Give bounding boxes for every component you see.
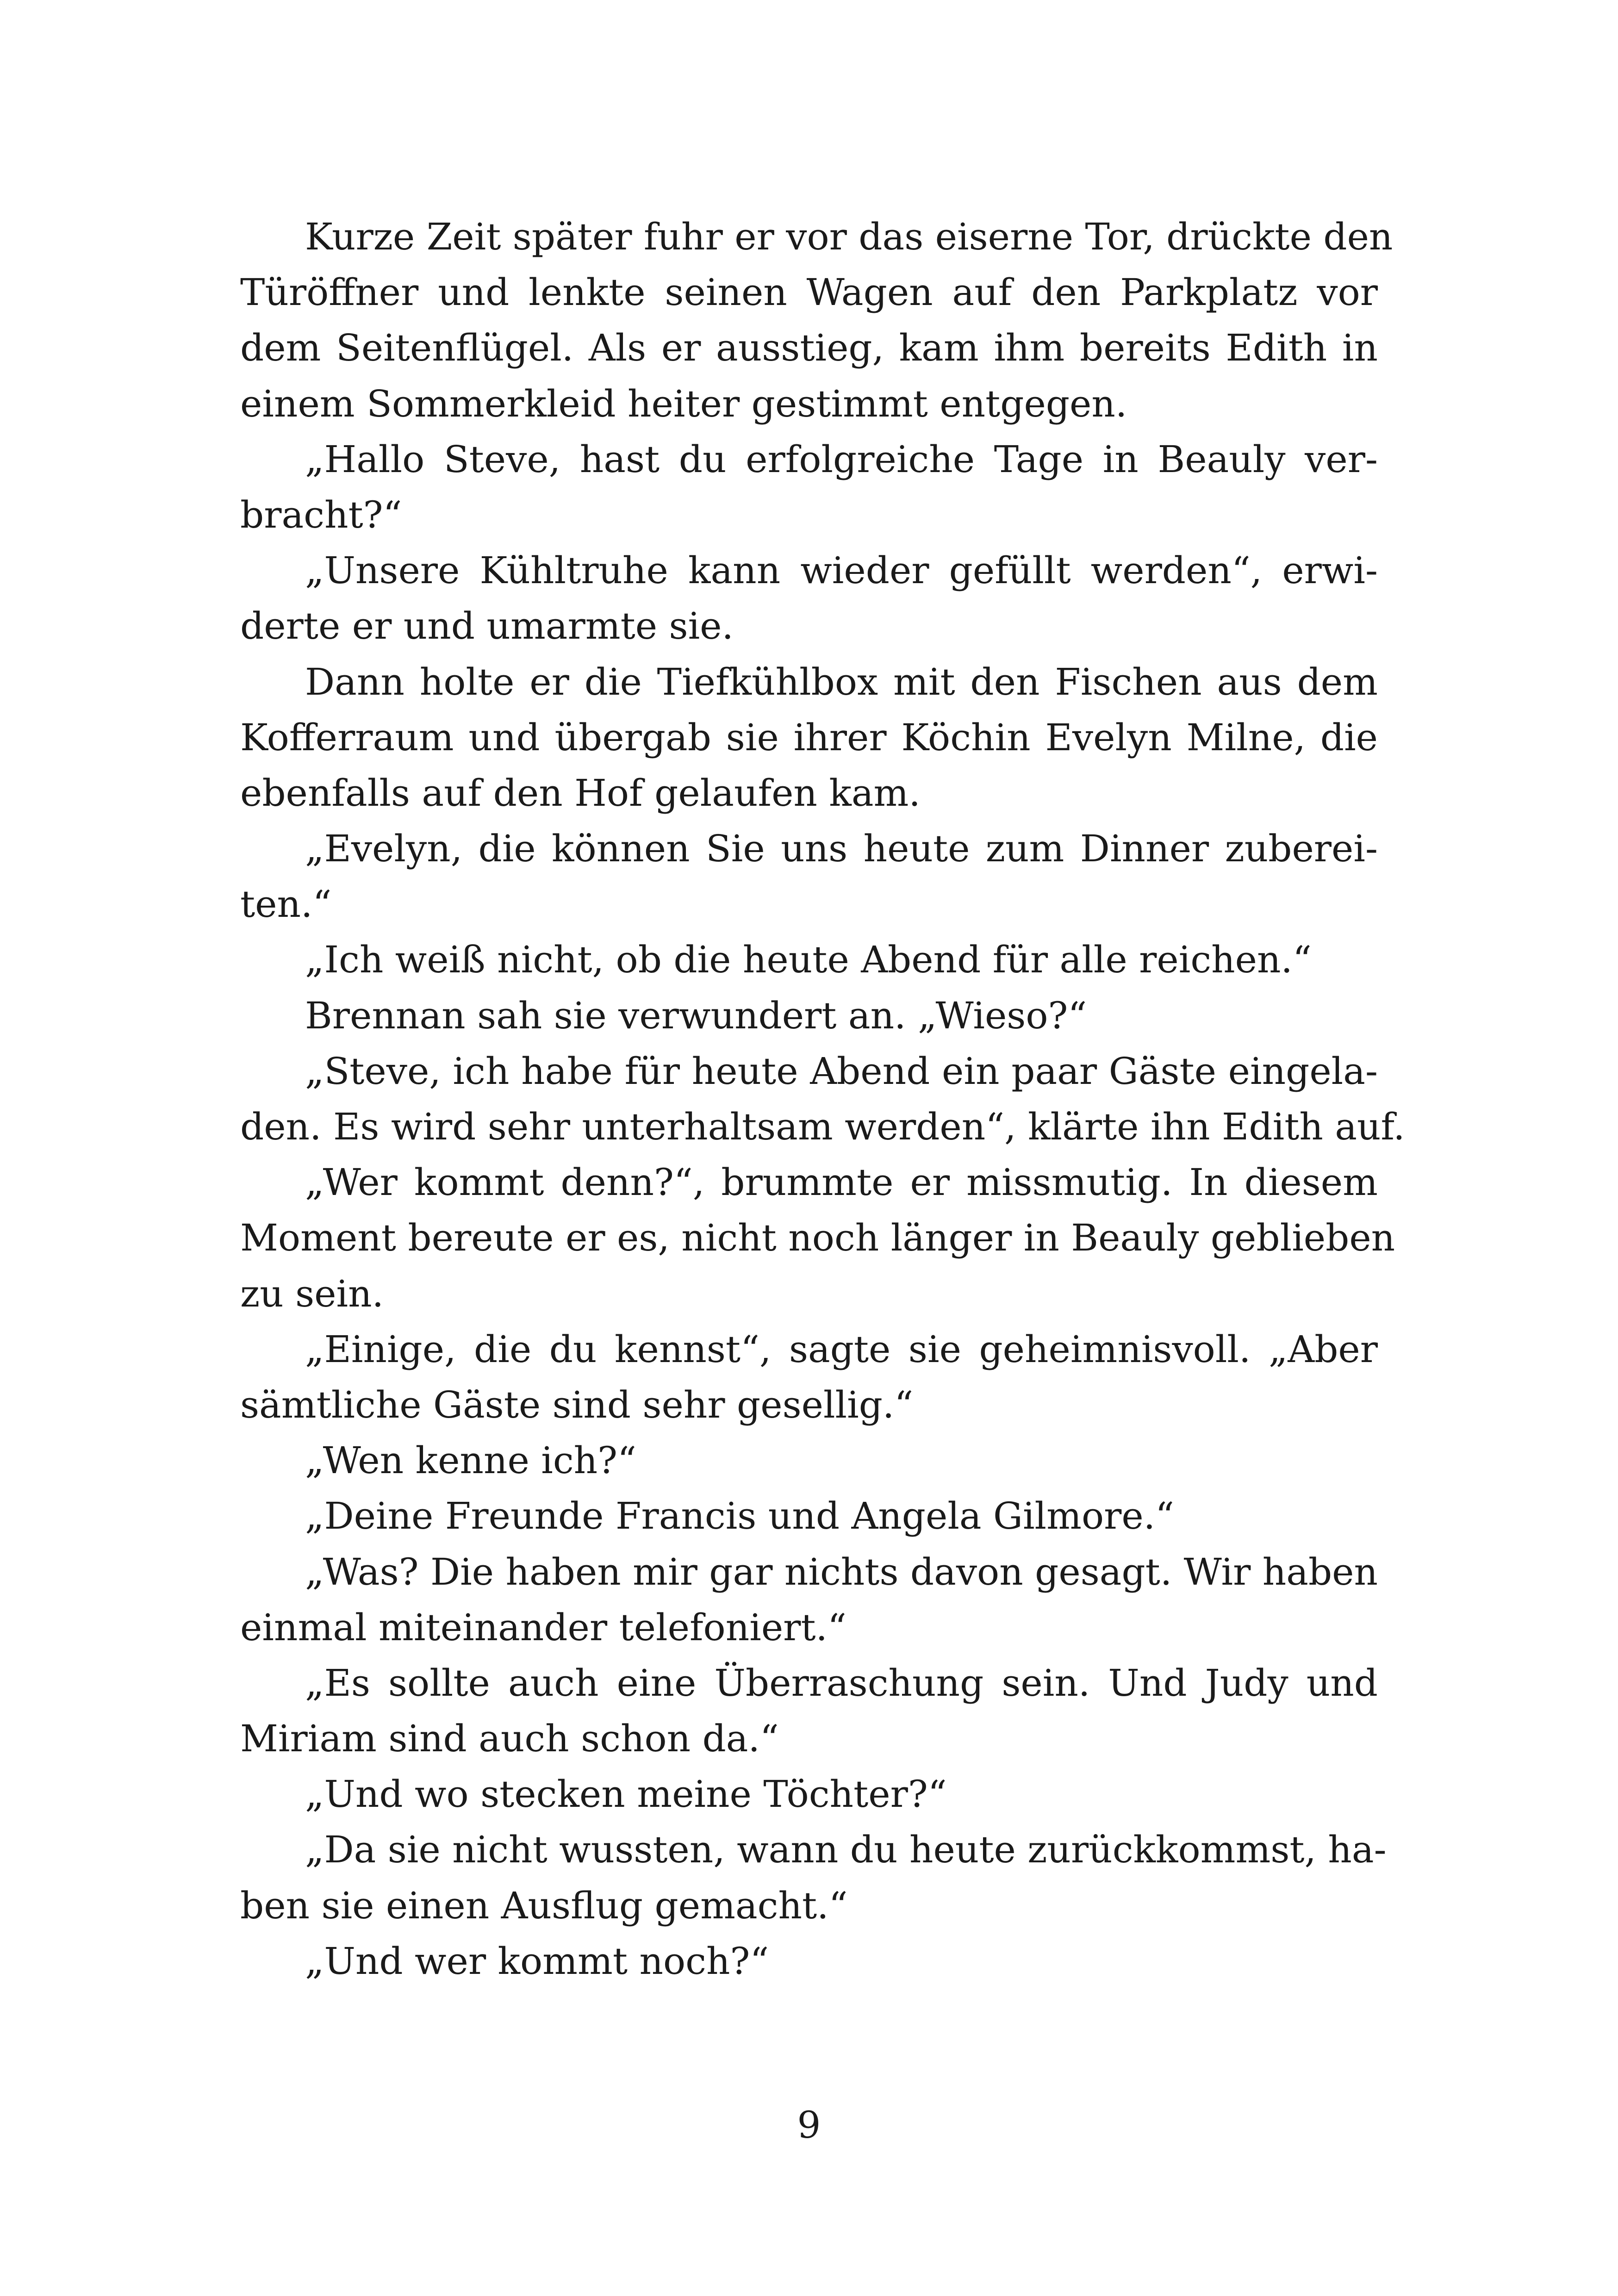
text-line: einem Sommerkleid heiter gestimmt entgegen. bbox=[240, 382, 1127, 425]
text-line: einmal miteinander telefoniert.“ bbox=[240, 1605, 846, 1649]
text-line: „Deine Freunde Francis und Angela Gilmore.“ bbox=[305, 1494, 1175, 1538]
text-line: „Was? Die haben mir gar nichts davon gesagt. Wir haben bbox=[305, 1550, 1378, 1593]
text-line: „Wer kommt denn?“, brummte er missmutig. In diesem bbox=[305, 1161, 1378, 1204]
text-line: „Und wer kommt noch?“ bbox=[305, 1939, 769, 1983]
text-line: ten.“ bbox=[240, 883, 332, 926]
text-line: Kofferraum und übergab sie ihrer Köchin Evelyn Milne, die bbox=[240, 716, 1378, 759]
text-line: sämtliche Gäste sind sehr gesellig.“ bbox=[240, 1383, 914, 1426]
page-number: 9 bbox=[797, 2103, 821, 2147]
text-line: Moment bereute er es, nicht noch länger in Beauly geblieben bbox=[240, 1216, 1395, 1260]
body-text bbox=[240, 209, 1405, 1989]
text-line: „Da sie nicht wussten, wann du heute zurückkommst, ha- bbox=[305, 1828, 1387, 1872]
text-line: „Evelyn, die können Sie uns heute zum Dinner zuberei- bbox=[305, 827, 1378, 871]
text-line: bracht?“ bbox=[240, 493, 402, 536]
text-line: „Und wo stecken meine Töchter?“ bbox=[305, 1773, 947, 1816]
text-line: „Unsere Kühltruhe kann wieder gefüllt werden“, erwi- bbox=[305, 549, 1378, 592]
text-line: „Ich weiß nicht, ob die heute Abend für alle reichen.“ bbox=[305, 938, 1312, 982]
text-line: „Es sollte auch eine Überraschung sein. Und Judy und bbox=[305, 1661, 1378, 1705]
text-line: Brennan sah sie verwundert an. „Wieso?“ bbox=[305, 994, 1087, 1037]
text-line: Dann holte er die Tiefkühlbox mit den Fischen aus dem bbox=[305, 660, 1378, 703]
text-line: „Hallo Steve, hast du erfolgreiche Tage in Beauly ver- bbox=[305, 437, 1378, 481]
text-line: „Steve, ich habe für heute Abend ein paar Gäste eingela- bbox=[305, 1049, 1378, 1093]
text-line: Türöffner und lenkte seinen Wagen auf den Parkplatz vor bbox=[240, 271, 1378, 314]
text-line: „Wen kenne ich?“ bbox=[305, 1439, 636, 1482]
text-line: Miriam sind auch schon da.“ bbox=[240, 1717, 779, 1761]
text-line: zu sein. bbox=[240, 1272, 384, 1315]
text-line: ben sie einen Ausflug gemacht.“ bbox=[240, 1884, 848, 1927]
text-line: ebenfalls auf den Hof gelaufen kam. bbox=[240, 771, 921, 815]
text-line: derte er und umarmte sie. bbox=[240, 604, 734, 648]
text-line: dem Seitenflügel. Als er ausstieg, kam ihm bereits Edith in bbox=[240, 326, 1378, 370]
text-line: Kurze Zeit später fuhr er vor das eiserne Tor, drückte den bbox=[305, 215, 1393, 258]
text-line: den. Es wird sehr unterhaltsam werden“, klärte ihn Edith auf. bbox=[240, 1105, 1405, 1148]
text-line: „Einige, die du kennst“, sagte sie geheimnisvoll. „Aber bbox=[305, 1327, 1378, 1371]
